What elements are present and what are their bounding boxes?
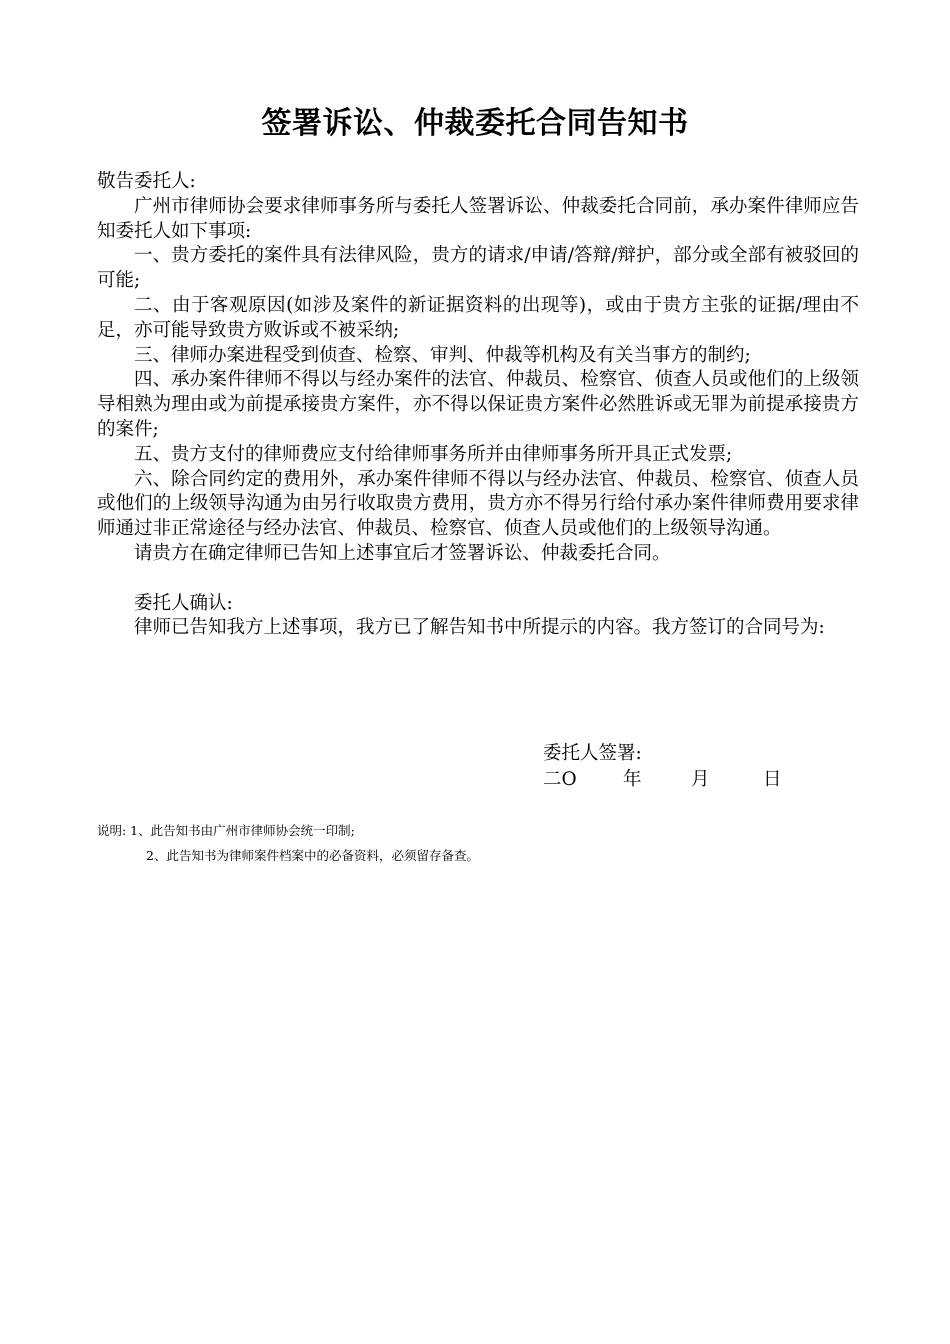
document-body (97, 170, 859, 641)
notice-item-5: 五、贵方支付的律师费应支付给律师事务所并由律师事务所开具正式发票; (134, 443, 733, 465)
day-label: 日 (763, 769, 782, 790)
notice-item-3: 三、律师办案进程受到侦查、检察、审判、仲裁等机构及有关当事方的制约; (134, 344, 751, 366)
notice-item-4: 四、承办案件律师不得以与经办案件的法官、仲裁员、检察官、侦查人员或他们的上级领导相熟为理由或为前提承接贵方案件，亦不得以保证贵方案件必然胜诉或无罪为前提承接贵方的案件; (97, 369, 859, 440)
notes-section (97, 818, 857, 868)
month-label: 月 (691, 769, 710, 790)
document-title: 签署诉讼、仲裁委托合同告知书 (261, 106, 689, 141)
salutation: 敬告委托人: (97, 171, 196, 192)
closing-paragraph: 请贵方在确定律师已告知上述事宜后才签署诉讼、仲裁委托合同。 (134, 542, 671, 564)
spacer (97, 567, 859, 592)
intro-paragraph: 广州市律师协会要求律师事务所与委托人签署诉讼、仲裁委托合同前，承办案件律师应告知委托人如下事项: (97, 195, 859, 242)
notice-item-1: 一、贵方委托的案件具有法律风险，贵方的请求/申请/答辩/辩护，部分或全部有被驳回的可能; (97, 245, 859, 292)
notice-item-6: 六、除合同约定的费用外，承办案件律师不得以与经办法官、仲裁员、检察官、侦查人员或他们的上级领导沟通为由另行收取贵方费用，贵方亦不得另行给付承办案件律师费用要求律师通过非正常途径与经办法官、仲裁员、检察官、侦查人员或他们的上级领导沟通。 (97, 468, 859, 540)
year-label: 年 (623, 769, 642, 790)
note-2: 2、此告知书为律师案件档案中的必备资料，必须留存备查。 (146, 848, 479, 863)
signature-block (543, 741, 863, 793)
notice-item-2: 二、由于客观原因(如涉及案件的新证据资料的出现等)，或由于贵方主张的证据/理由不足，亦可能导致贵方败诉或不被采纳; (97, 294, 859, 341)
confirmation-heading: 委托人确认: (134, 592, 233, 614)
confirmation-text: 律师已告知我方上述事项，我方已了解告知书中所提示的内容。我方签订的合同号为: (134, 617, 825, 639)
note-1: 说明: 1、此告知书由广州市律师协会统一印制; (97, 823, 355, 838)
signature-label: 委托人签署: (543, 743, 642, 764)
date-prefix: 二O (543, 769, 577, 790)
date-line (543, 767, 863, 793)
